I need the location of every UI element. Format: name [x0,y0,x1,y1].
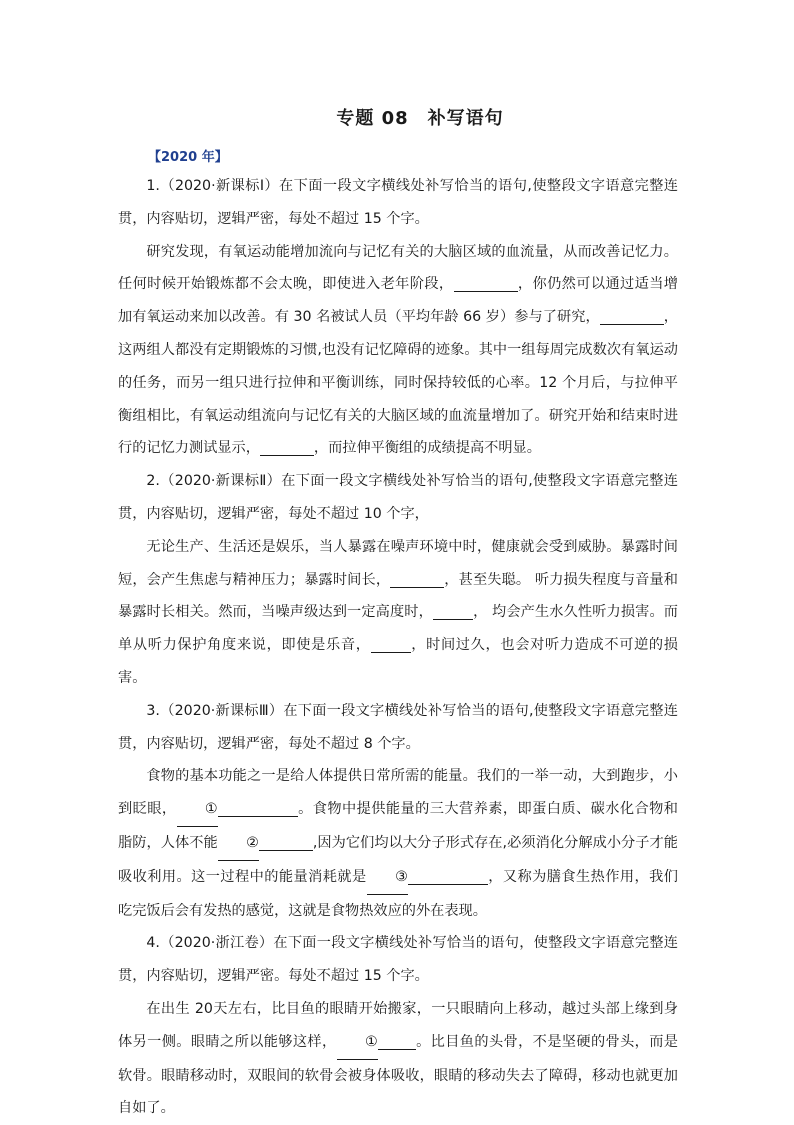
q2-text-1: 无论生产、生活还是娱乐，当人暴露在噪声环境中时，健康就会受到威胁。暴露时间短，会产生焦虑与精神压力；暴露时间长， [118,538,678,588]
year-heading: 【2020 年】 [148,150,228,165]
answer-blank[interactable] [390,569,444,588]
q2-passage [118,531,678,695]
q2-text-2: ，甚至失聪。 听力损失程度与音量和暴露时长相关。然而，当噪声级达到一定高度时， [118,571,678,621]
answer-blank[interactable] [371,634,411,653]
blank-marker-2: ② [218,827,259,861]
q2-text-4: ，时间过久，也会对听力造成不可逆的损害。 [118,637,678,686]
q1-head: 1.（2020·新课标Ⅰ）在下面一段文字横线处补写恰当的语句,使整段文字语意完整连贯，内容贴切，逻辑严密，每处不超过 15 个字。 [118,178,678,227]
answer-blank[interactable] [433,601,473,620]
page-title: 专题 08 补写语句 [336,108,504,129]
q3-head: 3.（2020·新课标Ⅲ）在下面一段文字横线处补写恰当的语句,使整段文字语意完整连贯，内容贴切，逻辑严密，每处不超过 8 个字。 [118,702,678,752]
answer-blank[interactable] [260,437,314,456]
answer-blank[interactable] [454,273,518,292]
answer-blank[interactable] [378,1031,416,1050]
q1-text-3: ，这两组人都没有定期锻炼的习惯,也没有记忆障碍的迹象。其中一组每周完成数次有氧运动的任务，而另一组只进行拉伸和平衡训练，同时保持较低的心率。12 个月后，与拉伸平衡组相比，有氧运动组流向与记忆有关的大脑区域的血流量增加了。研究开始和结束时进行的记忆力测试显示， [118,309,678,457]
q3-passage [118,760,678,927]
q2-text-3: ， 均会产生水久性听力损害。而单从听力保护角度来说，即使是乐音， [118,604,678,654]
q1-text-1: 研究发现，有氧运动能增加流向与记忆有关的大脑区域的血流量，从而改善记忆力。任何时候开始锻炼都不会太晚，即使进入老年阶段， [118,243,678,293]
q4-text-2: 。比目鱼的头骨，不是坚硬的骨头，而是软骨。眼睛移动时，双眼间的软骨会被身体吸收，眼睛的移动失去了障碍，移动也就更加自如了。 [118,1033,678,1117]
blank-marker-1: ① [337,1026,378,1060]
answer-blank[interactable] [408,866,488,885]
q3-text-3: ,因为它们均以大分子形式存在,必须消化分解成小分子才能吸收利用。这一过程中的能量消耗就是 [118,834,678,885]
q3-text-4: ，又称为膳食生热作用，我们吃完饭后会有发热的感觉，这就是食物热效应的外在表现。 [118,868,678,919]
q2-head: 2.（2020·新课标Ⅱ）在下面一段文字横线处补写恰当的语句,使整段文字语意完整连贯，内容贴切，逻辑严密，每处不超过 10 个字， [118,473,678,522]
answer-blank[interactable] [218,798,298,817]
content-body [118,170,678,1125]
q4-passage [118,993,678,1125]
q4-text-1: 在出生 20天左右，比目鱼的眼睛开始搬家，一只眼睛向上移动，越过头部上缘到身体另一侧。眼睛之所以能够这样， [118,1000,678,1050]
q3-text-2: 。食物中提供能量的三大营养素，即蛋白质、碳水化合物和脂防，人体不能 [118,801,678,851]
q1-text-2: ，你仍然可以通过适当增加有氧运动来加以改善。有 30 名被试人员（平均年龄 66 岁）参与了研究， [118,276,678,326]
answer-blank[interactable] [259,832,313,851]
answer-blank[interactable] [600,306,664,325]
q4-head: 4.（2020·浙江卷）在下面一段文字横线处补写恰当的语句，使整段文字语意完整连贯，内容贴切，逻辑严密。每处不超过 15 个字。 [118,935,678,985]
blank-marker-1: ① [177,793,218,827]
q3-text-1: 食物的基本功能之一是给人体提供日常所需的能量。我们的一举一动，大到跑步，小到眨眼， [118,768,678,818]
blank-marker-3: ③ [367,861,408,895]
q1-passage [118,236,678,466]
q1-text-4: ，而拉伸平衡组的成绩提高不明显。 [313,440,541,457]
